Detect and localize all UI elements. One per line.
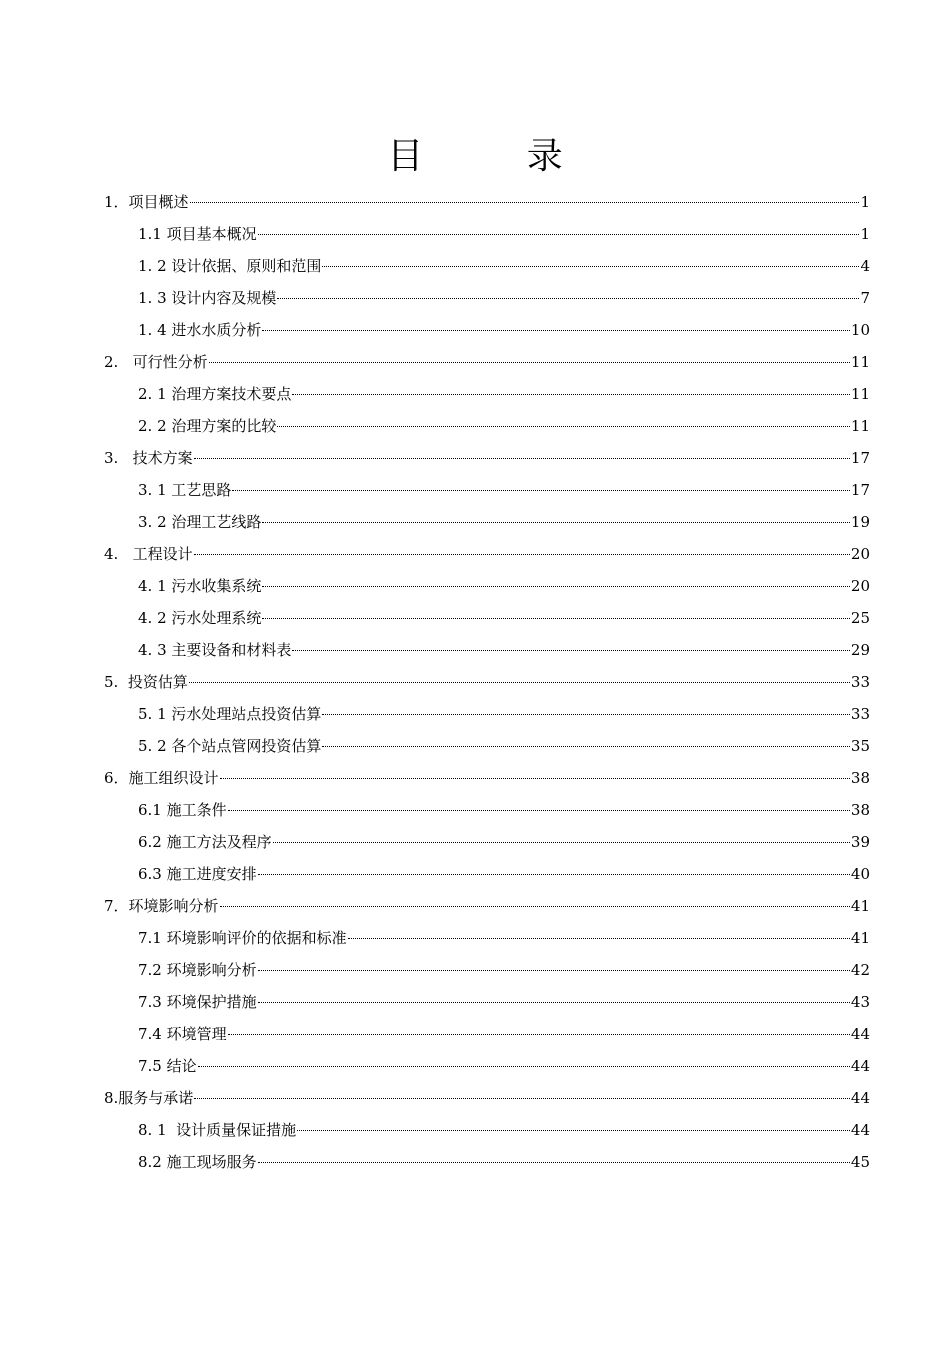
toc-entry-page-number: 39 (850, 833, 870, 851)
toc-entry-29[interactable] (104, 1082, 870, 1114)
toc-entry-label: 2. 2 治理方案的比较 (138, 417, 277, 435)
toc-entry-label: 1．项目概述 (104, 193, 189, 211)
toc-entry-page-number: 29 (850, 641, 870, 659)
toc-entry-page-number: 11 (850, 417, 870, 435)
toc-entry-page-number: 44 (850, 1025, 870, 1043)
toc-entry-label: 8.服务与承诺 (104, 1089, 194, 1107)
toc-entry-page-number: 25 (850, 609, 870, 627)
toc-entry-page-number: 33 (850, 705, 870, 723)
toc-entry-label: 1. 2 设计依据、原则和范围 (138, 257, 322, 275)
toc-entry-label: 5. 2 各个站点管网投资估算 (138, 737, 322, 755)
toc-entry-page-number: 20 (850, 545, 870, 563)
toc-entry-page-number: 10 (850, 321, 870, 339)
toc-entry-28[interactable] (104, 1050, 870, 1082)
toc-dot-leader (262, 586, 850, 587)
toc-entry-label: 3. 2 治理工艺线路 (138, 513, 262, 531)
toc-dot-leader (194, 554, 850, 555)
toc-entry-page-number: 43 (850, 993, 870, 1011)
toc-entry-page-number: 35 (850, 737, 870, 755)
toc-dot-leader (209, 362, 850, 363)
table-of-contents (104, 186, 870, 1178)
toc-entry-12[interactable] (104, 538, 870, 570)
toc-dot-leader (258, 874, 850, 875)
toc-entry-label: 5. 1 污水处理站点投资估算 (138, 705, 322, 723)
toc-entry-label: 2. 可行性分析 (104, 353, 208, 371)
toc-entry-23[interactable] (104, 890, 870, 922)
toc-entry-30[interactable] (104, 1114, 870, 1146)
toc-dot-leader (194, 1098, 850, 1099)
toc-entry-page-number: 38 (850, 769, 870, 787)
toc-entry-label: 1.1 项目基本概况 (138, 225, 257, 243)
toc-entry-page-number: 38 (850, 801, 870, 819)
toc-dot-leader (262, 522, 850, 523)
toc-entry-20[interactable] (104, 794, 870, 826)
toc-entry-page-number: 40 (850, 865, 870, 883)
toc-entry-13[interactable] (104, 570, 870, 602)
toc-dot-leader (258, 234, 860, 235)
toc-entry-page-number: 1 (860, 193, 870, 211)
toc-dot-leader (273, 842, 850, 843)
toc-entry-page-number: 4 (860, 257, 870, 275)
toc-entry-3[interactable] (104, 250, 870, 282)
toc-dot-leader (220, 778, 850, 779)
toc-entry-9[interactable] (104, 442, 870, 474)
toc-entry-label: 7.5 结论 (138, 1057, 197, 1075)
toc-title: 目 录 (387, 136, 609, 177)
toc-entry-page-number: 44 (850, 1057, 870, 1075)
toc-entry-label: 4. 1 污水收集系统 (138, 577, 262, 595)
toc-entry-page-number: 17 (850, 449, 870, 467)
toc-entry-label: 8. 1 设计质量保证措施 (138, 1121, 297, 1139)
toc-entry-16[interactable] (104, 666, 870, 698)
toc-entry-25[interactable] (104, 954, 870, 986)
toc-entry-label: 5. 投资估算 (104, 673, 188, 691)
toc-entry-label: 1. 4 进水水质分析 (138, 321, 262, 339)
toc-entry-label: 7.3 环境保护措施 (138, 993, 257, 1011)
toc-entry-label: 1. 3 设计内容及规模 (138, 289, 277, 307)
toc-dot-leader (228, 1034, 850, 1035)
toc-entry-label: 6.3 施工进度安排 (138, 865, 257, 883)
toc-entry-label: 4. 3 主要设备和材料表 (138, 641, 292, 659)
toc-entry-26[interactable] (104, 986, 870, 1018)
toc-entry-page-number: 33 (850, 673, 870, 691)
toc-dot-leader (292, 650, 850, 651)
toc-entry-label: 4. 2 污水处理系统 (138, 609, 262, 627)
toc-dot-leader (348, 938, 850, 939)
toc-entry-label: 6.2 施工方法及程序 (138, 833, 272, 851)
toc-dot-leader (292, 394, 850, 395)
toc-entry-27[interactable] (104, 1018, 870, 1050)
toc-entry-22[interactable] (104, 858, 870, 890)
toc-entry-page-number: 17 (850, 481, 870, 499)
toc-entry-page-number: 20 (850, 577, 870, 595)
toc-entry-page-number: 42 (850, 961, 870, 979)
toc-entry-6[interactable] (104, 346, 870, 378)
toc-entry-8[interactable] (104, 410, 870, 442)
toc-entry-label: 3. 技术方案 (104, 449, 193, 467)
toc-entry-page-number: 7 (860, 289, 870, 307)
toc-dot-leader (322, 714, 850, 715)
toc-entry-1[interactable] (104, 186, 870, 218)
toc-dot-leader (194, 458, 850, 459)
toc-dot-leader (297, 1130, 850, 1131)
toc-dot-leader (220, 906, 850, 907)
toc-dot-leader (277, 426, 850, 427)
toc-entry-page-number: 44 (850, 1089, 870, 1107)
toc-entry-4[interactable] (104, 282, 870, 314)
toc-entry-page-number: 45 (850, 1153, 870, 1171)
toc-entry-label: 6．施工组织设计 (104, 769, 219, 787)
toc-dot-leader (198, 1066, 850, 1067)
toc-entry-24[interactable] (104, 922, 870, 954)
toc-dot-leader (322, 746, 850, 747)
toc-entry-page-number: 44 (850, 1121, 870, 1139)
toc-dot-leader (262, 330, 850, 331)
toc-dot-leader (189, 682, 850, 683)
toc-entry-label: 6.1 施工条件 (138, 801, 227, 819)
toc-entry-label: 2. 1 治理方案技术要点 (138, 385, 292, 403)
toc-entry-18[interactable] (104, 730, 870, 762)
toc-entry-10[interactable] (104, 474, 870, 506)
toc-entry-page-number: 1 (860, 225, 870, 243)
toc-entry-2[interactable] (104, 218, 870, 250)
toc-entry-label: 4. 工程设计 (104, 545, 193, 563)
toc-entry-17[interactable] (104, 698, 870, 730)
toc-dot-leader (262, 618, 850, 619)
toc-entry-label: 7.4 环境管理 (138, 1025, 227, 1043)
toc-entry-page-number: 11 (850, 385, 870, 403)
toc-dot-leader (258, 1002, 850, 1003)
toc-entry-page-number: 19 (850, 513, 870, 531)
toc-dot-leader (277, 298, 859, 299)
toc-entry-14[interactable] (104, 602, 870, 634)
toc-entry-label: 7．环境影响分析 (104, 897, 219, 915)
toc-dot-leader (258, 970, 850, 971)
toc-entry-page-number: 41 (850, 897, 870, 915)
toc-entry-15[interactable] (104, 634, 870, 666)
toc-entry-label: 8.2 施工现场服务 (138, 1153, 257, 1171)
toc-entry-label: 3. 1 工艺思路 (138, 481, 232, 499)
toc-entry-11[interactable] (104, 506, 870, 538)
toc-dot-leader (322, 266, 859, 267)
toc-entry-5[interactable] (104, 314, 870, 346)
toc-entry-7[interactable] (104, 378, 870, 410)
toc-entry-31[interactable] (104, 1146, 870, 1178)
toc-dot-leader (228, 810, 850, 811)
toc-entry-label: 7.1 环境影响评价的依据和标准 (138, 929, 347, 947)
toc-entry-21[interactable] (104, 826, 870, 858)
toc-entry-label: 7.2 环境影响分析 (138, 961, 257, 979)
toc-entry-19[interactable] (104, 762, 870, 794)
toc-dot-leader (232, 490, 850, 491)
toc-dot-leader (258, 1162, 850, 1163)
toc-dot-leader (190, 202, 860, 203)
toc-entry-page-number: 11 (850, 353, 870, 371)
toc-entry-page-number: 41 (850, 929, 870, 947)
